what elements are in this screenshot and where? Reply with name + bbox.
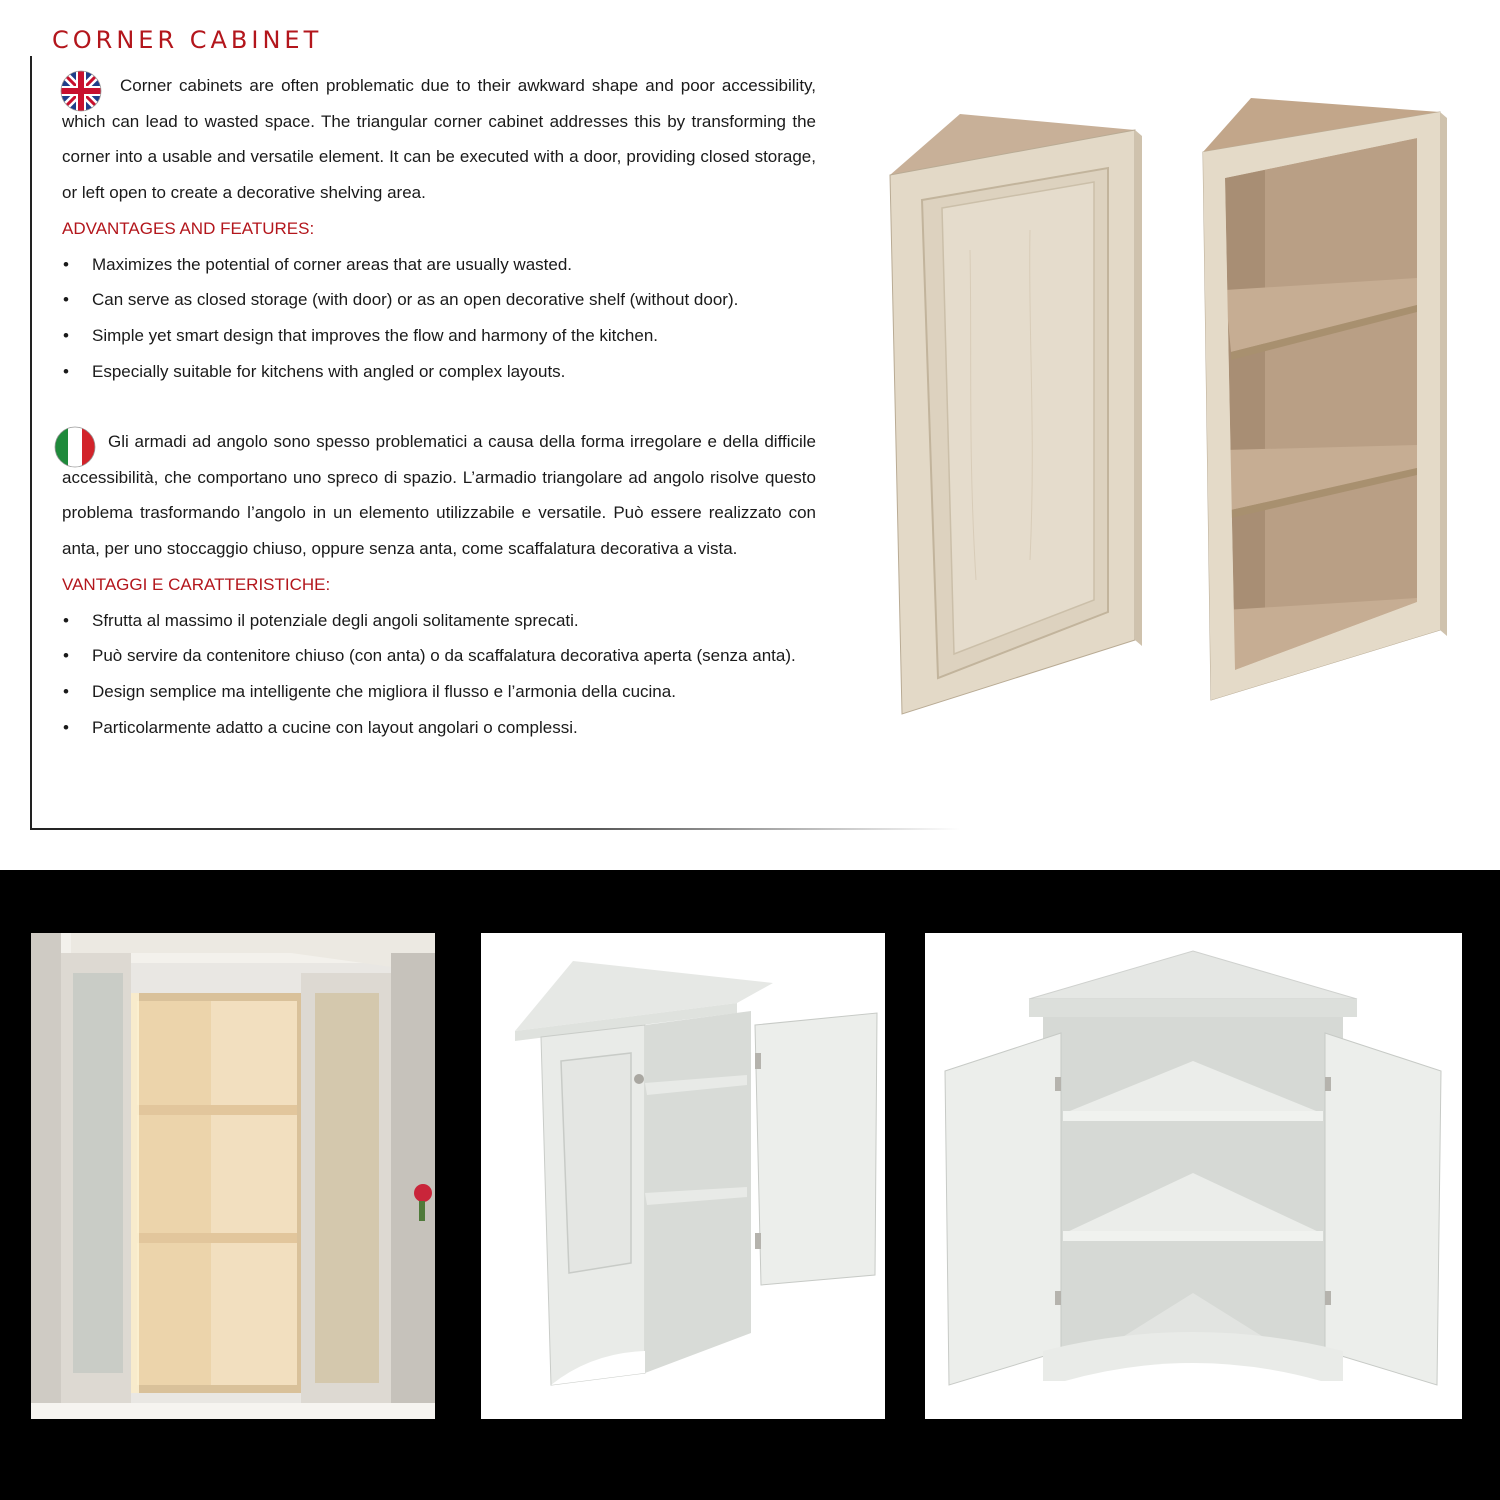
white-corner-cabinet-double-door-photo bbox=[925, 933, 1462, 1419]
white-corner-cabinet-single-door-photo bbox=[481, 933, 885, 1419]
corner-cabinet-open-image bbox=[1195, 90, 1455, 710]
frame-left-line bbox=[30, 56, 32, 830]
page-title: CORNER CABINET bbox=[52, 26, 323, 54]
list-item: • Design semplice ma intelligente che migliora il flusso e l’armonia della cucina. bbox=[62, 674, 816, 710]
list-item: • Può servire da contenitore chiuso (con anta) o da scaffalatura decorativa aperta (senza anta). bbox=[62, 638, 816, 674]
corner-cabinet-closed-image bbox=[880, 100, 1150, 730]
uk-flag-icon bbox=[60, 70, 102, 112]
english-section bbox=[62, 68, 816, 389]
list-item: • Maximizes the potential of corner areas that are usually wasted. bbox=[62, 247, 816, 283]
list-item: • Can serve as closed storage (with door) or as an open decorative shelf (without door). bbox=[62, 282, 816, 318]
frame-bottom-line bbox=[30, 828, 960, 830]
list-item: • Simple yet smart design that improves the flow and harmony of the kitchen. bbox=[62, 318, 816, 354]
english-features-list bbox=[62, 247, 816, 390]
italian-section bbox=[62, 424, 816, 745]
italian-features-list bbox=[62, 603, 816, 746]
list-item: • Particolarmente adatto a cucine con layout angolari o complessi. bbox=[62, 710, 816, 746]
english-features-title: ADVANTAGES AND FEATURES: bbox=[62, 218, 315, 238]
italian-intro: Gli armadi ad angolo sono spesso problematici a causa della forma irregolare e della difficile accessibilità, che comportano uno spreco di spazio. L’armadio triangolare ad angolo risolve questo problema trasformando l’angolo in un elemento utilizzabile e versatile. Può essere realizzato con anta, per uno stoccaggio chiuso, oppure senza anta, come scaffalatura decorativa a vista. bbox=[62, 432, 816, 559]
list-item: • Sfrutta al massimo il potenziale degli angoli solitamente sprecati. bbox=[62, 603, 816, 639]
kitchen-corner-cabinet-photo bbox=[31, 933, 435, 1419]
english-intro: Corner cabinets are often problematic due to their awkward shape and poor accessibility, which can lead to wasted space. The triangular corner cabinet addresses this by transforming the corner into a usable and versatile element. It can be executed with a door, providing closed storage, or left open to create a decorative shelving area. bbox=[62, 76, 816, 203]
italian-features-title: VANTAGGI E CARATTERISTICHE: bbox=[62, 574, 331, 594]
list-item: • Especially suitable for kitchens with angled or complex layouts. bbox=[62, 354, 816, 390]
italy-flag-icon bbox=[54, 426, 96, 468]
